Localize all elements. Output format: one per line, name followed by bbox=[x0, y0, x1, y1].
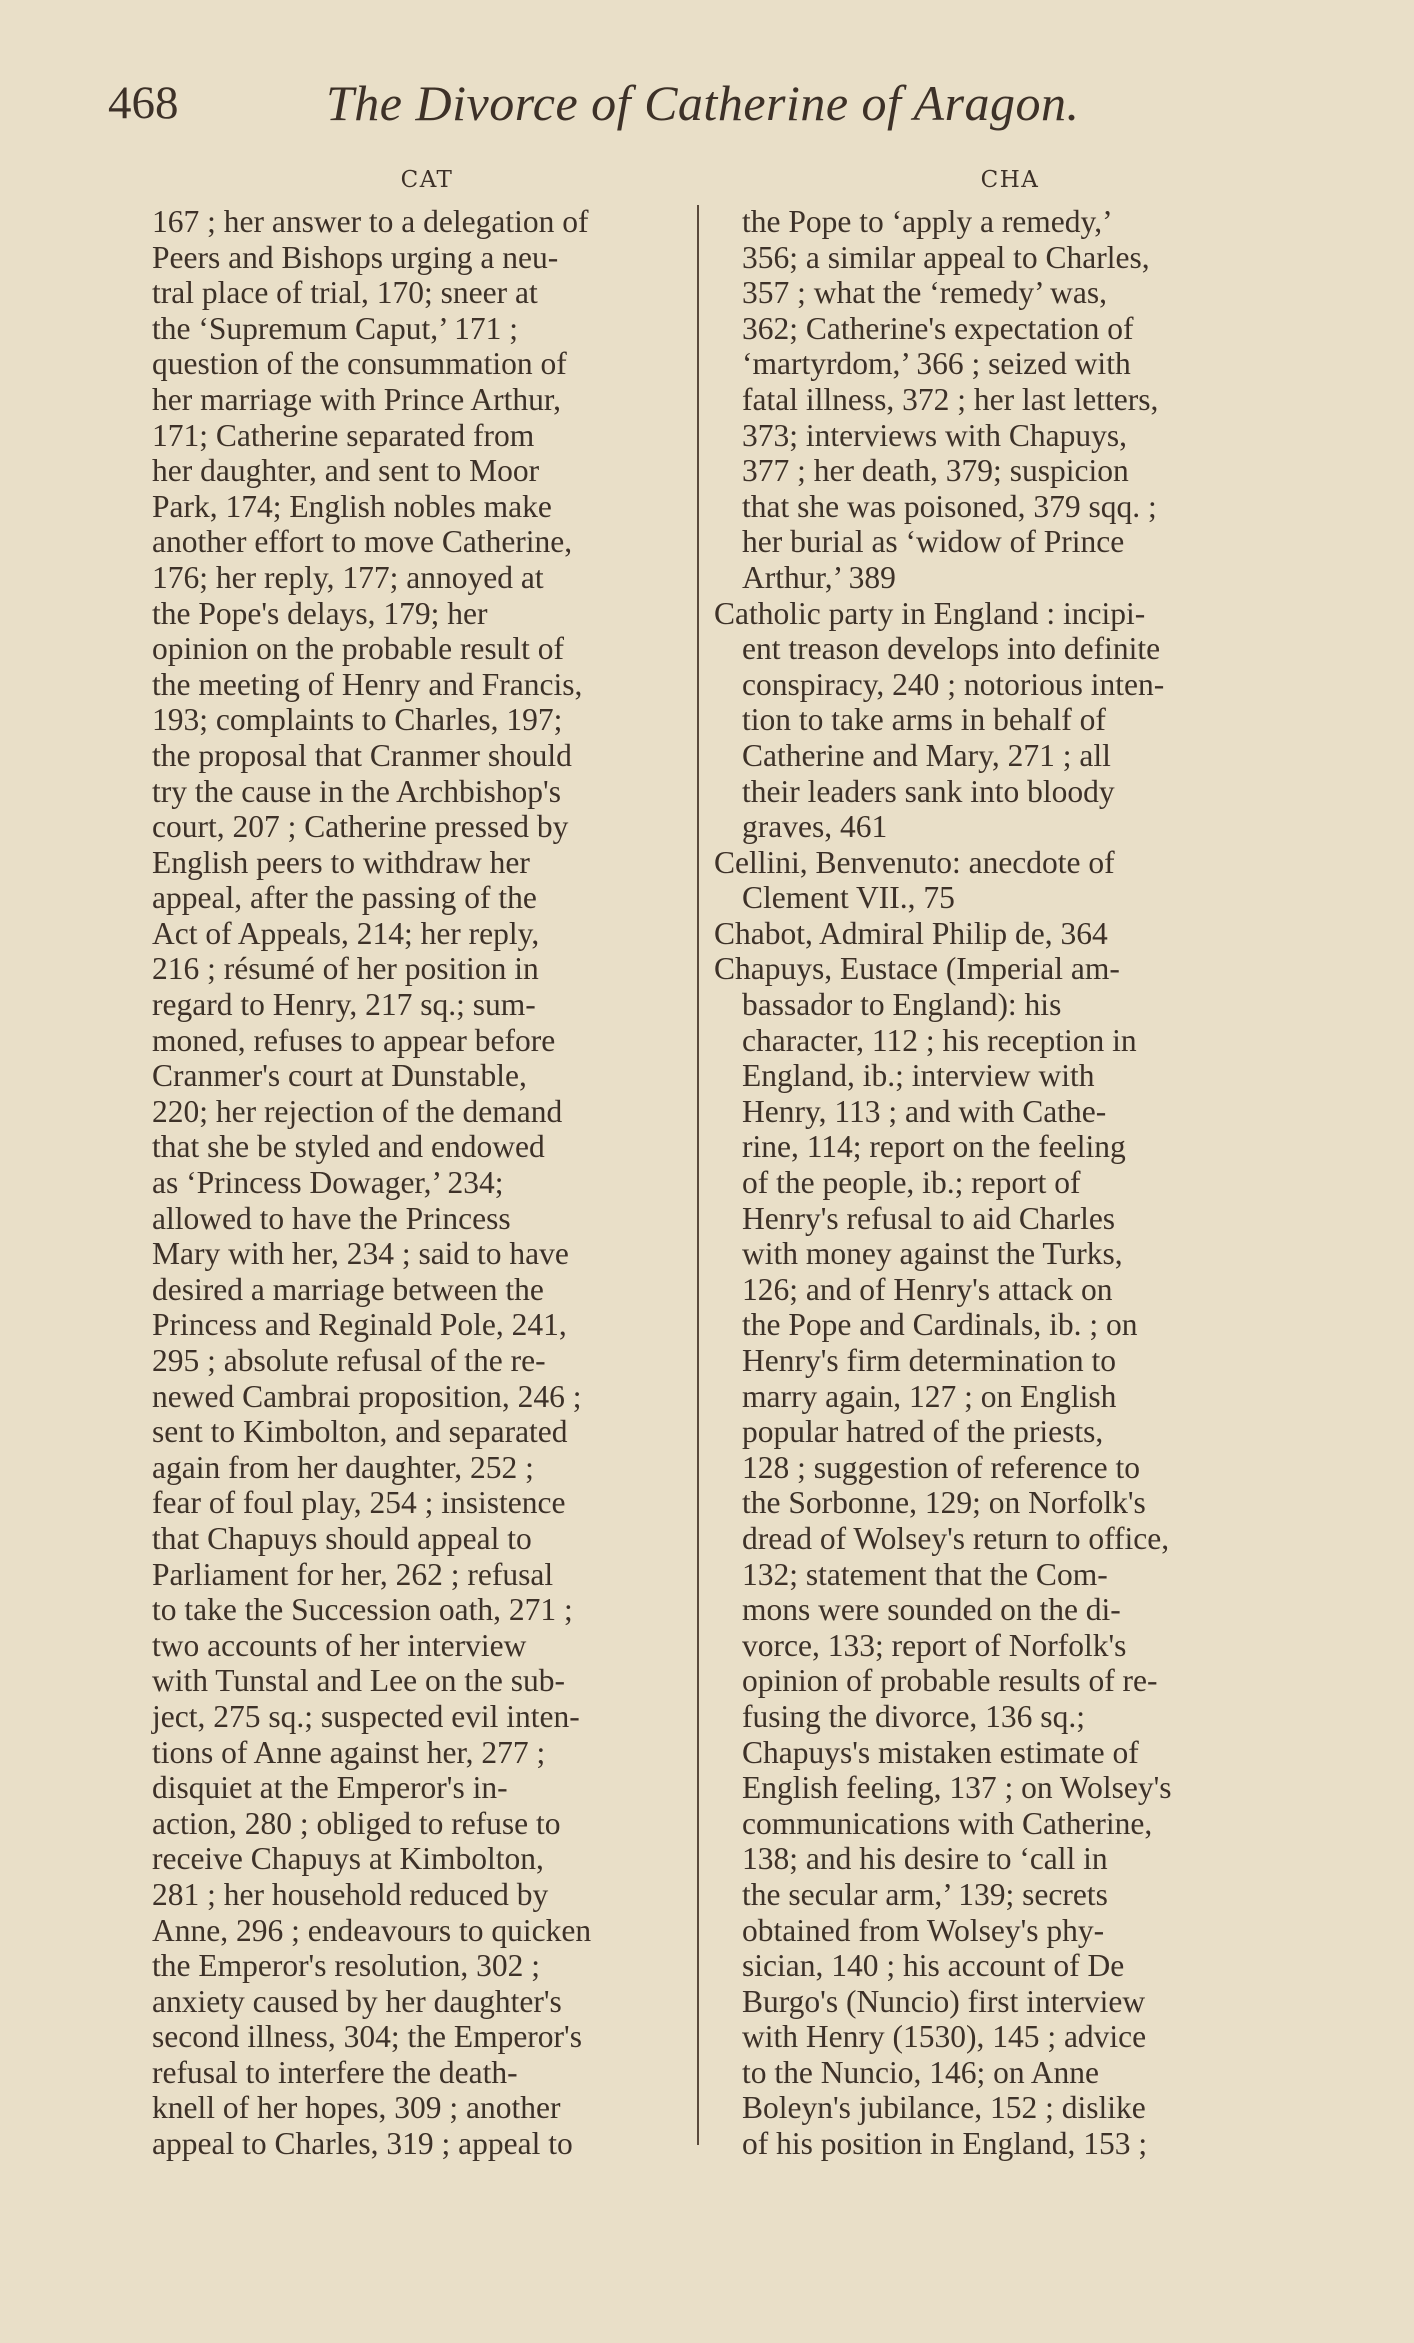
index-line: 295 ; absolute refusal of the re- bbox=[152, 1343, 546, 1378]
index-entry-head: Chapuys, Eustace (Imperial am- bbox=[714, 951, 1120, 987]
index-line: question of the consummation of bbox=[152, 346, 567, 382]
index-line: regard to Henry, 217 sq.; sum- bbox=[152, 987, 536, 1023]
index-line: tions of Anne against her, 277 ; bbox=[152, 1734, 546, 1770]
index-line: Henry's firm determination to bbox=[742, 1343, 1116, 1378]
index-line: her daughter, and sent to Moor bbox=[152, 453, 540, 489]
index-column-left bbox=[152, 160, 682, 2162]
index-line: Burgo's (Nuncio) first interview bbox=[742, 1983, 1146, 2019]
index-line: appeal, after the passing of the bbox=[152, 880, 537, 916]
index-entry-head: Chabot, Admiral Philip de, 364 bbox=[714, 915, 1108, 951]
index-line: with money against the Turks, bbox=[742, 1236, 1123, 1272]
index-line: newed Cambrai proposition, 246 ; bbox=[152, 1378, 582, 1414]
index-line: Chapuys's mistaken estimate of bbox=[742, 1734, 1139, 1770]
index-line: action, 280 ; obliged to refuse to bbox=[152, 1805, 561, 1841]
index-line: Parliament for her, 262 ; refusal bbox=[152, 1556, 554, 1592]
index-line: try the cause in the Archbishop's bbox=[152, 773, 561, 809]
index-line: fatal illness, 372 ; her last letters, bbox=[742, 381, 1159, 417]
index-line: tion to take arms in behalf of bbox=[742, 702, 1106, 738]
page-header bbox=[0, 68, 1414, 148]
index-line: their leaders sank into bloody bbox=[742, 773, 1115, 809]
index-line: England, ib.; interview with bbox=[742, 1058, 1095, 1094]
index-line: rine, 114; report on the feeling bbox=[742, 1129, 1126, 1165]
index-line: Peers and Bishops urging a neu- bbox=[152, 239, 559, 275]
index-line: ject, 275 sq.; suspected evil inten- bbox=[152, 1698, 580, 1734]
guide-word-right: CHA bbox=[980, 167, 1040, 193]
index-line: 167 ; her answer to a delegation of bbox=[152, 204, 589, 239]
index-line: obtained from Wolsey's phy- bbox=[742, 1912, 1105, 1948]
index-line: 220; her rejection of the demand bbox=[152, 1093, 563, 1129]
index-line: Cranmer's court at Dunstable, bbox=[152, 1058, 527, 1094]
index-line: 373; interviews with Chapuys, bbox=[742, 417, 1127, 453]
index-line: two accounts of her interview bbox=[152, 1627, 527, 1663]
index-column-right bbox=[714, 160, 1266, 2162]
index-line: ‘martyrdom,’ 366 ; seized with bbox=[742, 346, 1131, 382]
index-line: the proposal that Cranmer should bbox=[152, 737, 572, 773]
index-line: 128 ; suggestion of reference to bbox=[742, 1449, 1140, 1485]
index-line: graves, 461 bbox=[742, 809, 888, 845]
index-line: 132; statement that the Com- bbox=[742, 1556, 1108, 1592]
index-line: her marriage with Prince Arthur, bbox=[152, 381, 561, 417]
index-line: Mary with her, 234 ; said to have bbox=[152, 1236, 569, 1272]
index-line: English feeling, 137 ; on Wolsey's bbox=[742, 1770, 1172, 1806]
index-line: second illness, 304; the Emperor's bbox=[152, 2019, 582, 2055]
index-line: conspiracy, 240 ; notorious inten- bbox=[742, 666, 1165, 702]
index-line: fusing the divorce, 136 sq.; bbox=[742, 1698, 1085, 1734]
index-line: that she be styled and endowed bbox=[152, 1129, 545, 1165]
index-line: anxiety caused by her daughter's bbox=[152, 1983, 562, 2019]
index-line: that she was poisoned, 379 sqq. ; bbox=[742, 488, 1157, 524]
index-line: knell of her hopes, 309 ; another bbox=[152, 2090, 561, 2126]
index-line: 126; and of Henry's attack on bbox=[742, 1271, 1113, 1307]
index-line: again from her daughter, 252 ; bbox=[152, 1449, 534, 1485]
index-line: 281 ; her household reduced by bbox=[152, 1876, 549, 1912]
index-line: refusal to interfere the death- bbox=[152, 2054, 518, 2090]
index-line: character, 112 ; his reception in bbox=[742, 1022, 1137, 1058]
index-line: Park, 174; English nobles make bbox=[152, 488, 552, 524]
index-line: with Henry (1530), 145 ; advice bbox=[742, 2019, 1147, 2055]
index-line: marry again, 127 ; on English bbox=[742, 1378, 1117, 1414]
index-line: the Pope and Cardinals, ib. ; on bbox=[742, 1307, 1138, 1343]
guide-word-left: CAT bbox=[400, 167, 454, 193]
index-line: allowed to have the Princess bbox=[152, 1200, 511, 1236]
index-line: Boleyn's jubilance, 152 ; dislike bbox=[742, 2090, 1146, 2126]
column-divider bbox=[697, 205, 699, 2145]
index-line: Anne, 296 ; endeavours to quicken bbox=[152, 1912, 592, 1948]
index-line: English peers to withdraw her bbox=[152, 844, 530, 880]
index-line: ent treason develops into definite bbox=[742, 631, 1161, 667]
index-line: opinion on the probable result of bbox=[152, 631, 565, 667]
index-line: bassador to England): his bbox=[742, 987, 1062, 1023]
index-entry-head: Catholic party in England : incipi- bbox=[714, 595, 1146, 631]
index-line: the Pope to ‘apply a remedy,’ bbox=[742, 204, 1113, 239]
index-line: as ‘Princess Dowager,’ 234; bbox=[152, 1165, 504, 1201]
index-line: Henry, 113 ; and with Cathe- bbox=[742, 1093, 1107, 1129]
index-line: 171; Catherine separated from bbox=[152, 417, 535, 453]
index-line: with Tunstal and Lee on the sub- bbox=[152, 1663, 565, 1699]
index-line: vorce, 133; report of Norfolk's bbox=[742, 1627, 1127, 1663]
index-line: court, 207 ; Catherine pressed by bbox=[152, 809, 569, 845]
index-line: Clement VII., 75 bbox=[742, 880, 955, 916]
index-line: 193; complaints to Charles, 197; bbox=[152, 702, 563, 738]
index-line: the Sorbonne, 129; on Norfolk's bbox=[742, 1485, 1146, 1521]
index-line: the Emperor's resolution, 302 ; bbox=[152, 1948, 540, 1984]
index-line: Arthur,’ 389 bbox=[742, 559, 896, 595]
index-line: 377 ; her death, 379; suspicion bbox=[742, 453, 1129, 489]
index-line: 176; her reply, 177; annoyed at bbox=[152, 559, 544, 595]
index-line: sician, 140 ; his account of De bbox=[742, 1948, 1125, 1984]
index-line: to the Nuncio, 146; on Anne bbox=[742, 2054, 1099, 2090]
index-line: sent to Kimbolton, and separated bbox=[152, 1414, 568, 1450]
index-entry-head: Cellini, Benvenuto: anecdote of bbox=[714, 844, 1115, 880]
index-line: Act of Appeals, 214; her reply, bbox=[152, 915, 540, 951]
index-line: popular hatred of the priests, bbox=[742, 1414, 1104, 1450]
index-line: fear of foul play, 254 ; insistence bbox=[152, 1485, 566, 1521]
index-line: tral place of trial, 170; sneer at bbox=[152, 275, 538, 311]
index-line: 356; a similar appeal to Charles, bbox=[742, 239, 1150, 275]
index-line: receive Chapuys at Kimbolton, bbox=[152, 1841, 544, 1877]
index-line: to take the Succession oath, 271 ; bbox=[152, 1592, 573, 1628]
index-line: dread of Wolsey's return to office, bbox=[742, 1520, 1170, 1556]
index-line: the Pope's delays, 179; her bbox=[152, 595, 488, 631]
index-line: her burial as ‘widow of Prince bbox=[742, 524, 1125, 560]
index-line: the meeting of Henry and Francis, bbox=[152, 666, 583, 702]
page-number: 468 bbox=[108, 77, 179, 129]
index-line: Catherine and Mary, 271 ; all bbox=[742, 737, 1111, 773]
index-line: desired a marriage between the bbox=[152, 1271, 544, 1307]
index-line: another effort to move Catherine, bbox=[152, 524, 573, 560]
left-column-lines bbox=[152, 204, 682, 2162]
index-line: of the people, ib.; report of bbox=[742, 1165, 1081, 1201]
right-column-lines bbox=[714, 204, 1266, 2162]
index-line: appeal to Charles, 319 ; appeal to bbox=[152, 2126, 573, 2162]
index-line: the ‘Supremum Caput,’ 171 ; bbox=[152, 310, 518, 346]
index-line: the secular arm,’ 139; secrets bbox=[742, 1876, 1108, 1912]
index-line: that Chapuys should appeal to bbox=[152, 1520, 532, 1556]
index-line: of his position in England, 153 ; bbox=[742, 2126, 1148, 2162]
index-line: moned, refuses to appear before bbox=[152, 1022, 556, 1058]
index-line: 138; and his desire to ‘call in bbox=[742, 1841, 1108, 1877]
index-line: opinion of probable results of re- bbox=[742, 1663, 1158, 1699]
index-line: disquiet at the Emperor's in- bbox=[152, 1770, 508, 1806]
index-line: Henry's refusal to aid Charles bbox=[742, 1200, 1116, 1236]
index-line: 216 ; résumé of her position in bbox=[152, 951, 539, 987]
index-line: 357 ; what the ‘remedy’ was, bbox=[742, 275, 1108, 311]
index-line: communications with Catherine, bbox=[742, 1805, 1153, 1841]
running-title: The Divorce of Catherine of Aragon. bbox=[326, 75, 1080, 131]
index-line: 362; Catherine's expectation of bbox=[742, 310, 1134, 346]
index-line: Princess and Reginald Pole, 241, bbox=[152, 1307, 567, 1343]
index-line: mons were sounded on the di- bbox=[742, 1592, 1121, 1628]
